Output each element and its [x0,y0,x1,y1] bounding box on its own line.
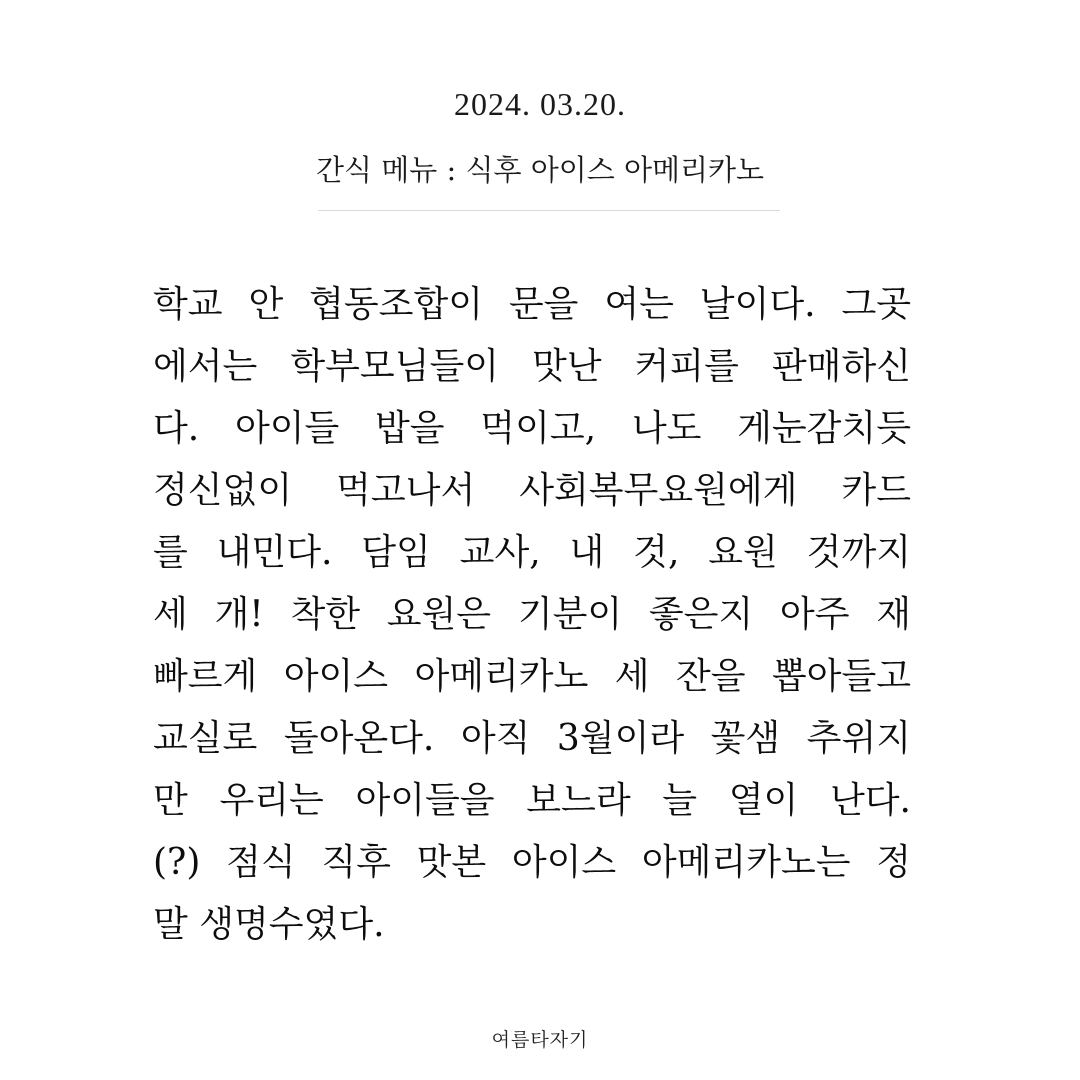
body-line: 에서는 학부모님들이 맛난 커피를 판매하신 [153,346,911,387]
body-line: (?) 점식 직후 맛본 아이스 아메리카노는 정 [153,842,911,883]
body-line: 다. 아이들 밥을 먹이고, 나도 게눈감치듯 [153,408,911,449]
body-line: 빠르게 아이스 아메리카노 세 잔을 뽑아들고 [153,656,911,697]
diary-body [153,274,911,956]
author-signature: 여름타자기 [491,1029,589,1051]
body-line: 말 생명수였다. [153,904,385,945]
body-line: 세 개! 착한 요원은 기분이 좋은지 아주 재 [153,594,911,635]
header-divider [318,210,780,211]
body-line: 를 내민다. 담임 교사, 내 것, 요원 것까지 [153,532,911,573]
post-date: 2024. 03.20. [454,86,626,122]
body-line: 만 우리는 아이들을 보느라 늘 열이 난다. [153,780,911,821]
body-line: 학교 안 협동조합이 문을 여는 날이다. 그곳 [153,284,911,325]
body-line: 교실로 돌아온다. 아직 3월이라 꽃샘 추위지 [153,718,911,759]
body-line: 정신없이 먹고나서 사회복무요원에게 카드 [153,470,911,511]
post-subtitle: 간식 메뉴 : 식후 아이스 아메리카노 [315,153,765,187]
